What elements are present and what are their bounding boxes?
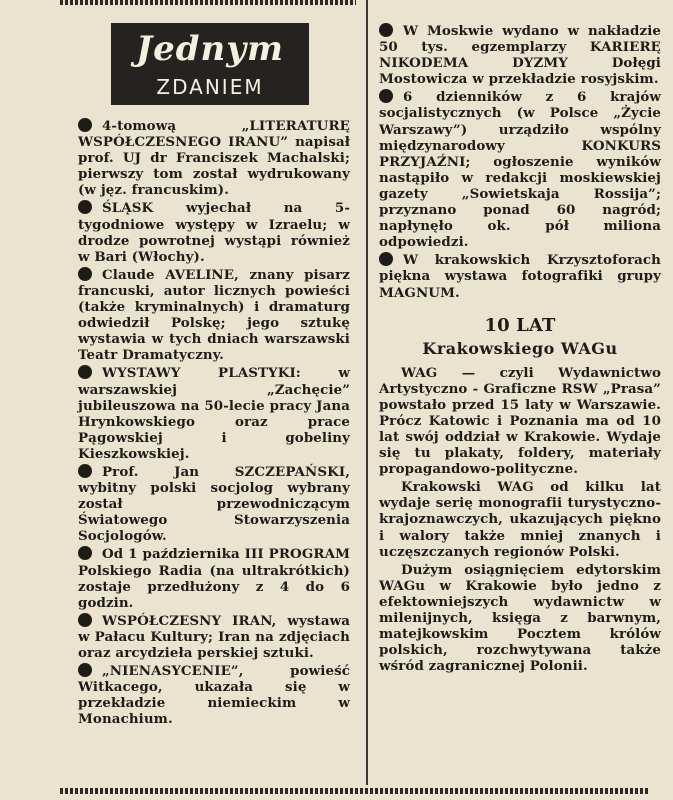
news-item [379,252,661,300]
news-item [78,118,350,198]
news-item-text: Od 1 października III PROGRAM Polskiego Radia (na ultrakrótkich) zostaje przedłużony z 4 do 6 godzin. [78,546,350,611]
bullet-icon [78,613,92,627]
news-item [379,89,661,250]
bottom-rule [60,788,650,794]
news-item-text: Claude AVELINE, znany pisarz francuski, autor licznych powieści (także kryminalnych) i dramaturg odwiedził Polskę; jego sztukę wystawia w tych dniach warszawski Teatr Dramatyczny. [78,266,350,364]
news-item-text: „NIENASYCENIE”, powieść Witkacego, ukazała się w przekładzie niemieckim w Monachium. [78,663,350,728]
left-column [78,118,350,729]
news-item [78,546,350,610]
news-item-text: Prof. Jan SZCZEPAŃSKI, wybitny polski socjolog wybrany został przewodniczącym Światowego Stowarzyszenia Socjologów. [78,463,350,545]
article-paragraph: Krakowski WAG od kilku lat wydaje serię monografii turystyczno-krajoznawczych, ukazujących piękno i walory także mniej znanych i uczęszczanych regionów Polski. [379,479,661,560]
article-paragraph: Dużym osiągnięciem edytorskim WAGu w Krakowie było jedno z efektowniejszych wydawnictw w milenijnych, księga z barwnym, matejkowskim Pocztem królów polskich, rozchwytywana także wśród zagranicznej Polonii. [379,561,661,675]
article-paragraph: WAG — czyli Wydawnictwo Artystyczno - Graficzne RSW „Prasa” powstało przed 15 laty w Warszawie. Prócz Katowic i Poznania ma od 10 lat swój oddział w Krakowie. Wydaje się tu plakaty, foldery, materiały propagandowo-polityczne. [379,364,661,478]
news-item [78,200,350,264]
bullet-icon [78,118,92,132]
bullet-icon [379,23,393,37]
news-item-text: W krakowskich Krzysztoforach piękna wystawa fotografiki grupy MAGNUM. [379,252,661,301]
bullet-icon [78,464,92,478]
news-item-text: WYSTAWY PLASTYKI: w warszawskiej „Zachęcie” jubileuszowa na 50-lecie pracy Jana Hrynkowskiego oraz prace Pągowskiej i gobeliny Kieszkowskiej. [78,365,350,462]
news-item [78,613,350,661]
article-subtitle: Krakowskiego WAGu [422,338,618,358]
news-item [78,365,350,462]
top-rule [60,0,356,5]
bullet-icon [78,663,92,677]
bullet-icon [379,252,393,266]
news-item-text: 6 dzienników z 6 krajów socjalistycznych (w Polsce „Życie Warszawy”) urządziło wspólny międzynarodowy KONKURS PRZYJAŹNI; ogłoszenie wyników nastąpiło w redakcji moskiewskiej gazety „Sowietskaja Rossija”; przyznano ponad 60 nagród; napłynęło ok. pół miliona odpowiedzi. [379,89,661,251]
bullet-icon [78,200,92,214]
article-title: 10 LAT [484,314,556,336]
bullet-icon [78,546,92,560]
news-item-text: W Moskwie wydano w nakładzie 50 tys. egzemplarzy KARIERĘ NIKODEMA DYZMY Dołęgi Mostowicza w przekładzie rosyjskim. [379,23,661,88]
header-caps-word: ZDANIEM [156,75,264,99]
section-header-box [111,23,309,105]
bullet-icon [379,89,393,103]
news-item-text: WSPÓŁCZESNY IRAN, wystawa w Pałacu Kultury; Iran na zdjęciach oraz arcydzieła perskiej sztuki. [78,612,350,661]
news-item [78,464,350,544]
news-item [78,267,350,364]
news-item [78,663,350,727]
news-item [379,23,661,87]
column-divider [366,0,368,785]
news-item-text: 4-tomową „LITERATURĘ WSPÓŁCZESNEGO IRANU” napisał prof. UJ dr Franciszek Machalski; pierwszy tom został wydrukowany (w jęz. francuskim). [78,118,350,199]
header-script-word: Jednym [136,29,284,69]
right-column [379,23,661,676]
bullet-icon [78,365,92,379]
news-item-text: ŚLĄSK wyjechał na 5-tygodniowe występy w Izraelu; w drodze powrotnej wystąpi również w Bari (Włochy). [78,200,350,265]
bullet-icon [78,267,92,281]
